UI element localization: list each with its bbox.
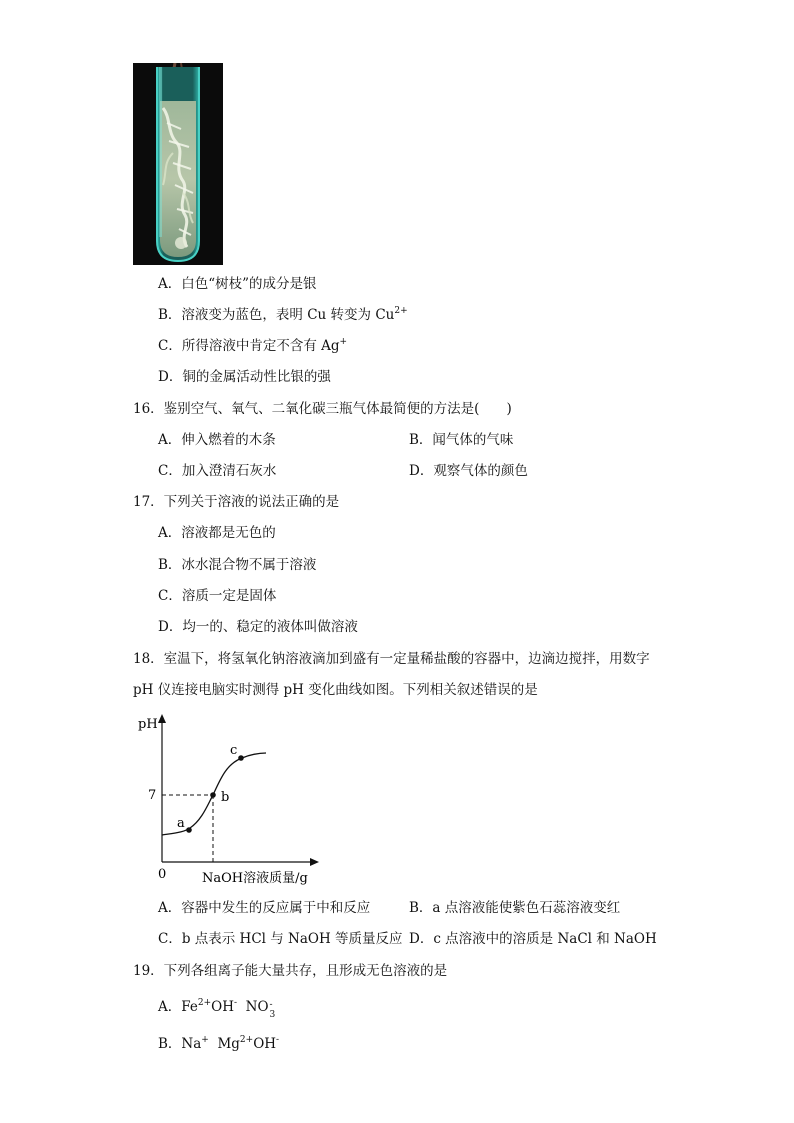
q19-a-ion3: NO [245,999,269,1015]
q19-b-ion2: Mg [217,1036,240,1052]
point-c-label: c [230,743,238,758]
q18-option-b: B．a 点溶液能使紫色石蕊溶液变红 [409,900,621,916]
q17-option-c: C．溶质一定是固体 [158,588,277,604]
ph-chart-svg [130,712,330,887]
point-a [186,827,192,833]
q16-option-d: D．观察气体的颜色 [409,463,528,479]
q17-option-d: D．均一的、稳定的液体叫做溶液 [158,619,358,635]
q16-option-a: A．伸入燃着的木条 [158,432,276,448]
q18-option-c: C．b 点表示 HCl 与 NaOH 等质量反应 [158,931,403,947]
q15-option-b-charge: 2+ [394,305,408,316]
q19-b-ion3: OH [253,1036,277,1052]
test-tube-photo [133,63,223,265]
q17-option-a: A．溶液都是无色的 [158,525,276,541]
q18-stem-line2: pH 仪连接电脑实时测得 pH 变化曲线如图。下列相关叙述错误的是 [133,682,538,698]
y-tick-label-7: 7 [148,788,157,803]
q19-a-label: A．Fe [158,999,198,1015]
q16-option-b: B．闻气体的气味 [409,432,514,448]
q19-a-ion2: OH [211,999,234,1015]
q15-option-c [158,337,347,355]
q19-option-b [158,1035,279,1053]
q18-option-a: A．容器中发生的反应属于中和反应 [158,900,371,916]
q15-option-c-text: C．所得溶液中肯定不含有 Ag [158,338,340,354]
q17-option-b: B．冰水混合物不属于溶液 [158,557,317,573]
q16-stem: 16．鉴别空气、氧气、二氧化碳三瓶气体最简便的方法是( ) [133,401,512,417]
q19-b-charge3: - [276,1034,280,1045]
q15-option-a: A．白色“树枝”的成分是银 [158,276,317,292]
x-axis-label: NaOH溶液质量/g [202,871,308,886]
ph-curve-chart [130,712,330,887]
q19-a-charge2: - [234,997,238,1008]
q19-stem: 19．下列各组离子能大量共存，且形成无色溶液的是 [133,963,448,979]
q19-option-a: A．$Fe^{2+}OH^-$ NO - 3 [158,997,276,1020]
q17-stem: 17．下列关于溶液的说法正确的是 [133,494,340,510]
q19-a-charge1: 2+ [197,997,212,1008]
q19-b-charge1: + [201,1034,209,1045]
q15-option-b [158,306,408,324]
point-b [210,792,216,798]
q18-option-d: D．c 点溶液中的溶质是 NaCl 和 NaOH [409,931,657,947]
origin-label: 0 [158,867,167,882]
point-c [238,755,244,761]
q16-option-c: C．加入澄清石灰水 [158,463,277,479]
q19-b-label: B．Na [158,1036,202,1052]
point-a-label: a [177,816,185,831]
point-b-label: b [221,790,230,805]
q18-stem-line1: 18．室温下，将氢氧化钠溶液滴加到盛有一定量稀盐酸的容器中，边滴边搅拌，用数字 [133,651,650,667]
x-axis-arrow [310,858,319,866]
q19-b-charge2: 2+ [239,1034,254,1045]
q15-option-b-text: B．溶液变为蓝色，表明 Cu 转变为 Cu [158,307,395,323]
y-axis-arrow [158,714,166,723]
q15-option-c-charge: + [339,336,348,347]
y-axis-label: pH [138,717,158,732]
q15-option-d: D．铜的金属活动性比银的强 [158,369,331,385]
